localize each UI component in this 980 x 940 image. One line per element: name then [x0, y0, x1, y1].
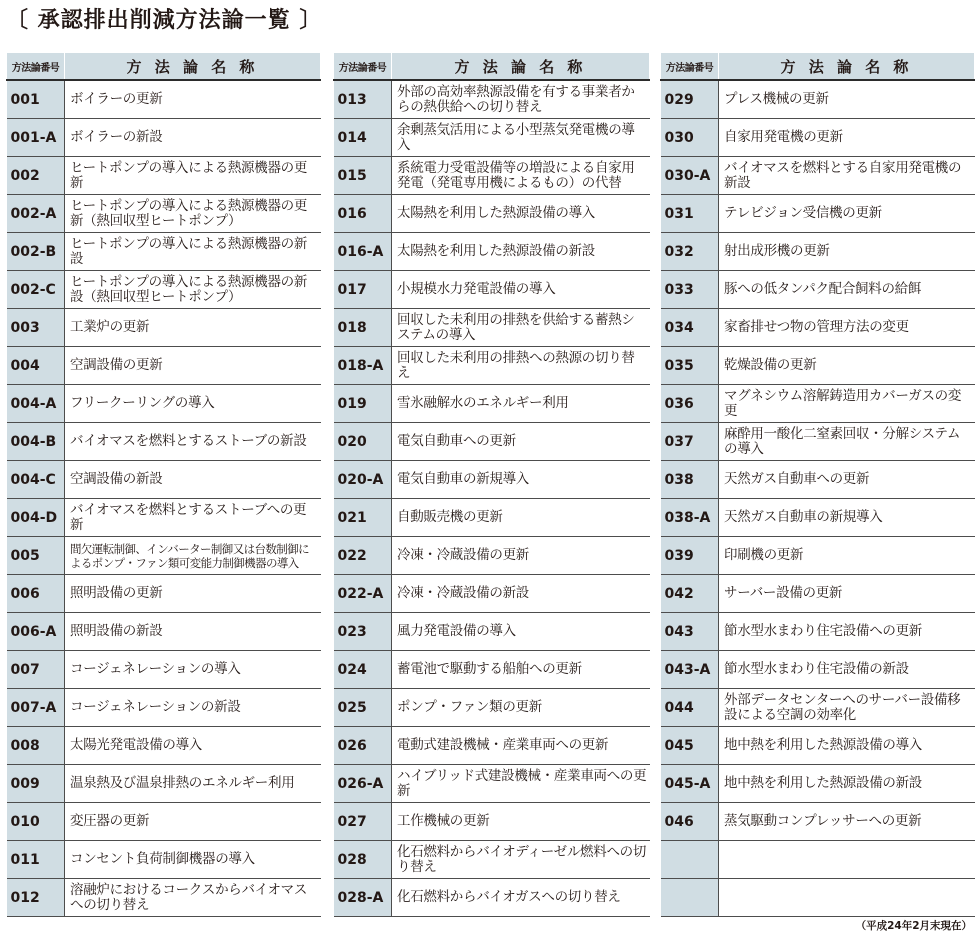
methodology-name: マグネシウム溶解鋳造用カバーガスの変更 — [719, 385, 975, 423]
methodology-name: 化石燃料からバイオガスへの切り替え — [392, 879, 650, 917]
methodology-code: 032 — [661, 233, 719, 271]
methodology-code: 045-A — [661, 765, 719, 803]
methodology-name: 風力発電設備の導入 — [392, 613, 650, 651]
methodology-name: 地中熱を利用した熱源設備の新設 — [719, 765, 975, 803]
methodology-name: ヒートポンプの導入による熱源機器の更新（熱回収型ヒートポンプ） — [65, 195, 321, 233]
methodology-code: 031 — [661, 195, 719, 233]
methodology-name: 余剰蒸気活用による小型蒸気発電機の導入 — [392, 119, 650, 157]
table-row — [661, 689, 975, 727]
table-row — [661, 347, 975, 385]
methodology-name: 空調設備の新設 — [65, 461, 321, 499]
methodology-code: 038-A — [661, 499, 719, 537]
header-name: 方 法 論 名 称 — [392, 53, 650, 80]
methodology-code: 030-A — [661, 157, 719, 195]
table-row — [661, 461, 975, 499]
methodology-name: 電気自動車の新規導入 — [392, 461, 650, 499]
methodology-name: ヒートポンプの導入による熱源機器の更新 — [65, 157, 321, 195]
methodology-name: 太陽熱を利用した熱源設備の新設 — [392, 233, 650, 271]
methodology-code: 004-B — [7, 423, 65, 461]
table-row — [661, 613, 975, 651]
methodology-code — [661, 841, 719, 879]
methodology-name: プレス機械の更新 — [719, 80, 975, 119]
header-name: 方 法 論 名 称 — [65, 53, 321, 80]
table-row — [7, 575, 321, 613]
methodology-code: 025 — [334, 689, 392, 727]
methodology-code: 027 — [334, 803, 392, 841]
methodology-code: 007 — [7, 651, 65, 689]
table-row — [334, 499, 650, 537]
table-row — [334, 689, 650, 727]
methodology-code: 002 — [7, 157, 65, 195]
methodology-code: 001 — [7, 80, 65, 119]
table-row — [7, 613, 321, 651]
table-row — [7, 765, 321, 803]
methodology-name — [719, 879, 975, 917]
methodology-name: ヒートポンプの導入による熱源機器の新設 — [65, 233, 321, 271]
methodology-code: 004 — [7, 347, 65, 385]
methodology-code: 037 — [661, 423, 719, 461]
methodology-name: サーバー設備の更新 — [719, 575, 975, 613]
methodology-name: ハイブリッド式建設機械・産業車両への更新 — [392, 765, 650, 803]
methodology-name: 太陽光発電設備の導入 — [65, 727, 321, 765]
methodology-name: 天然ガス自動車への更新 — [719, 461, 975, 499]
table-row — [7, 157, 321, 195]
table-row — [661, 423, 975, 461]
table-row — [661, 157, 975, 195]
methodology-name: 小規模水力発電設備の導入 — [392, 271, 650, 309]
header-row — [7, 53, 321, 80]
methodology-name: 印刷機の更新 — [719, 537, 975, 575]
table-row — [7, 879, 321, 917]
table-row — [334, 879, 650, 917]
methodology-code: 028 — [334, 841, 392, 879]
table-row — [334, 841, 650, 879]
methodology-code: 018 — [334, 309, 392, 347]
table-row — [334, 233, 650, 271]
methodology-code: 043-A — [661, 651, 719, 689]
methodology-name: テレビジョン受信機の更新 — [719, 195, 975, 233]
methodology-code: 004-D — [7, 499, 65, 537]
methodology-code: 026 — [334, 727, 392, 765]
methodology-name: 系統電力受電設備等の増設による自家用発電（発電専用機によるもの）の代替 — [392, 157, 650, 195]
table-row — [334, 461, 650, 499]
table-row — [661, 233, 975, 271]
methodology-code: 018-A — [334, 347, 392, 385]
table-row — [7, 119, 321, 157]
methodology-code: 023 — [334, 613, 392, 651]
methodology-code: 008 — [7, 727, 65, 765]
table-row — [334, 803, 650, 841]
methodology-code: 012 — [7, 879, 65, 917]
table-row — [661, 879, 975, 917]
table-row — [7, 651, 321, 689]
methodology-name: 外部の高効率熱源設備を有する事業者からの熱供給への切り替え — [392, 80, 650, 119]
table-row — [661, 765, 975, 803]
methodology-code: 042 — [661, 575, 719, 613]
methodology-name: 化石燃料からバイオディーゼル燃料への切り替え — [392, 841, 650, 879]
methodology-code: 021 — [334, 499, 392, 537]
methodology-code: 005 — [7, 537, 65, 575]
table-row — [7, 423, 321, 461]
methodology-name: 温泉熱及び温泉排熱のエネルギー利用 — [65, 765, 321, 803]
methodology-name: 工作機械の更新 — [392, 803, 650, 841]
methodology-name — [719, 841, 975, 879]
table-row — [661, 537, 975, 575]
methodology-name: 間欠運転制御、インバーター制御又は台数制御によるポンプ・ファン類可変能力制御機器の導入 — [65, 537, 321, 575]
table-row — [334, 575, 650, 613]
methodology-code — [661, 879, 719, 917]
table-row — [661, 841, 975, 879]
methodology-code: 029 — [661, 80, 719, 119]
table-row — [334, 613, 650, 651]
methodology-name: ボイラーの更新 — [65, 80, 321, 119]
header-name: 方 法 論 名 称 — [719, 53, 975, 80]
table-body — [661, 80, 975, 917]
methodology-code: 002-B — [7, 233, 65, 271]
methodology-name: コージェネレーションの導入 — [65, 651, 321, 689]
table-row — [661, 499, 975, 537]
methodology-code: 016 — [334, 195, 392, 233]
methodology-code: 028-A — [334, 879, 392, 917]
table-row — [334, 651, 650, 689]
methodology-name: 節水型水まわり住宅設備の新設 — [719, 651, 975, 689]
methodology-name: コンセント負荷制御機器の導入 — [65, 841, 321, 879]
methodology-name: バイオマスを燃料とする自家用発電機の新設 — [719, 157, 975, 195]
methodology-code: 004-C — [7, 461, 65, 499]
table-row — [7, 537, 321, 575]
methodology-name: 蒸気駆動コンプレッサーへの更新 — [719, 803, 975, 841]
table-row — [334, 195, 650, 233]
methodology-name: コージェネレーションの新設 — [65, 689, 321, 727]
table-row — [661, 309, 975, 347]
methodology-table-3 — [660, 53, 975, 917]
table-row — [661, 195, 975, 233]
table-row — [661, 727, 975, 765]
methodology-code: 001-A — [7, 119, 65, 157]
table-row — [7, 841, 321, 879]
methodology-name: 天然ガス自動車の新規導入 — [719, 499, 975, 537]
header-code: 方法論番号 — [334, 53, 392, 80]
methodology-code: 045 — [661, 727, 719, 765]
methodology-code: 006-A — [7, 613, 65, 651]
methodology-code: 024 — [334, 651, 392, 689]
methodology-table-2 — [333, 53, 650, 917]
table-body — [7, 80, 321, 917]
table-row — [7, 803, 321, 841]
methodology-code: 035 — [661, 347, 719, 385]
methodology-name: 太陽熱を利用した熱源設備の導入 — [392, 195, 650, 233]
methodology-name: バイオマスを燃料とするストーブの新設 — [65, 423, 321, 461]
methodology-name: 家畜排せつ物の管理方法の変更 — [719, 309, 975, 347]
table-row — [661, 651, 975, 689]
table-row — [334, 347, 650, 385]
methodology-code: 006 — [7, 575, 65, 613]
table-row — [7, 271, 321, 309]
table-row — [7, 309, 321, 347]
table-row — [7, 195, 321, 233]
table-row — [334, 385, 650, 423]
methodology-name: 溶融炉におけるコークスからバイオマスへの切り替え — [65, 879, 321, 917]
methodology-name: 麻酔用一酸化二窒素回収・分解システムの導入 — [719, 423, 975, 461]
table-row — [7, 689, 321, 727]
methodology-code: 002-A — [7, 195, 65, 233]
table-row — [661, 385, 975, 423]
methodology-name: バイオマスを燃料とするストーブへの更新 — [65, 499, 321, 537]
methodology-name: 蓄電池で駆動する船舶への更新 — [392, 651, 650, 689]
methodology-code: 015 — [334, 157, 392, 195]
methodology-code: 009 — [7, 765, 65, 803]
table-row — [334, 119, 650, 157]
methodology-name: 自家用発電機の更新 — [719, 119, 975, 157]
table-row — [334, 157, 650, 195]
methodology-code: 010 — [7, 803, 65, 841]
methodology-code: 013 — [334, 80, 392, 119]
table-row — [661, 119, 975, 157]
methodology-code: 026-A — [334, 765, 392, 803]
table-row — [661, 80, 975, 119]
methodology-table-1 — [6, 53, 321, 917]
methodology-code: 030 — [661, 119, 719, 157]
table-row — [7, 347, 321, 385]
methodology-code: 020 — [334, 423, 392, 461]
methodology-name: 節水型水まわり住宅設備への更新 — [719, 613, 975, 651]
methodology-name: 射出成形機の更新 — [719, 233, 975, 271]
methodology-code: 011 — [7, 841, 65, 879]
methodology-code: 020-A — [334, 461, 392, 499]
methodology-name: 回収した未利用の排熱への熱源の切り替え — [392, 347, 650, 385]
methodology-name: ボイラーの新設 — [65, 119, 321, 157]
methodology-name: 地中熱を利用した熱源設備の導入 — [719, 727, 975, 765]
methodology-name: 冷凍・冷蔵設備の更新 — [392, 537, 650, 575]
methodology-name: 照明設備の更新 — [65, 575, 321, 613]
methodology-name: 回収した未利用の排熱を供給する蓄熱システムの導入 — [392, 309, 650, 347]
table-body — [334, 80, 650, 917]
table-row — [334, 309, 650, 347]
methodology-name: 変圧器の更新 — [65, 803, 321, 841]
methodology-code: 016-A — [334, 233, 392, 271]
table-row — [334, 727, 650, 765]
table-row — [334, 271, 650, 309]
methodology-code: 003 — [7, 309, 65, 347]
header-code: 方法論番号 — [7, 53, 65, 80]
methodology-name: ヒートポンプの導入による熱源機器の新設（熱回収型ヒートポンプ） — [65, 271, 321, 309]
methodology-name: 豚への低タンパク配合飼料の給餌 — [719, 271, 975, 309]
methodology-code: 022-A — [334, 575, 392, 613]
methodology-code: 022 — [334, 537, 392, 575]
methodology-code: 014 — [334, 119, 392, 157]
date-note: （平成24年2月末現在） — [855, 920, 972, 932]
methodology-name: 工業炉の更新 — [65, 309, 321, 347]
table-row — [7, 80, 321, 119]
table-row — [7, 461, 321, 499]
methodology-name: 自動販売機の更新 — [392, 499, 650, 537]
methodology-code: 043 — [661, 613, 719, 651]
table-row — [7, 233, 321, 271]
table-row — [334, 537, 650, 575]
methodology-code: 004-A — [7, 385, 65, 423]
methodology-code: 046 — [661, 803, 719, 841]
methodology-code: 007-A — [7, 689, 65, 727]
table-row — [7, 499, 321, 537]
page-title: 〔 承認排出削減方法論一覧 〕 — [6, 8, 323, 33]
table-row — [661, 575, 975, 613]
table-row — [7, 727, 321, 765]
methodology-name: 照明設備の新設 — [65, 613, 321, 651]
table-row — [334, 423, 650, 461]
table-row — [334, 80, 650, 119]
methodology-code: 038 — [661, 461, 719, 499]
header-row — [661, 53, 975, 80]
methodology-code: 034 — [661, 309, 719, 347]
table-row — [661, 803, 975, 841]
methodology-name: 乾燥設備の更新 — [719, 347, 975, 385]
methodology-code: 033 — [661, 271, 719, 309]
header-code: 方法論番号 — [661, 53, 719, 80]
table-row — [7, 385, 321, 423]
header-row — [334, 53, 650, 80]
methodology-name: 冷凍・冷蔵設備の新設 — [392, 575, 650, 613]
methodology-code: 002-C — [7, 271, 65, 309]
methodology-code: 017 — [334, 271, 392, 309]
methodology-name: 外部データセンターへのサーバー設備移設による空調の効率化 — [719, 689, 975, 727]
methodology-name: 電動式建設機械・産業車両への更新 — [392, 727, 650, 765]
table-row — [661, 271, 975, 309]
methodology-code: 036 — [661, 385, 719, 423]
methodology-code: 039 — [661, 537, 719, 575]
table-row — [334, 765, 650, 803]
methodology-name: フリークーリングの導入 — [65, 385, 321, 423]
methodology-name: 雪氷融解水のエネルギー利用 — [392, 385, 650, 423]
methodology-code: 019 — [334, 385, 392, 423]
methodology-code: 044 — [661, 689, 719, 727]
methodology-name: ポンプ・ファン類の更新 — [392, 689, 650, 727]
methodology-name: 電気自動車への更新 — [392, 423, 650, 461]
methodology-name: 空調設備の更新 — [65, 347, 321, 385]
